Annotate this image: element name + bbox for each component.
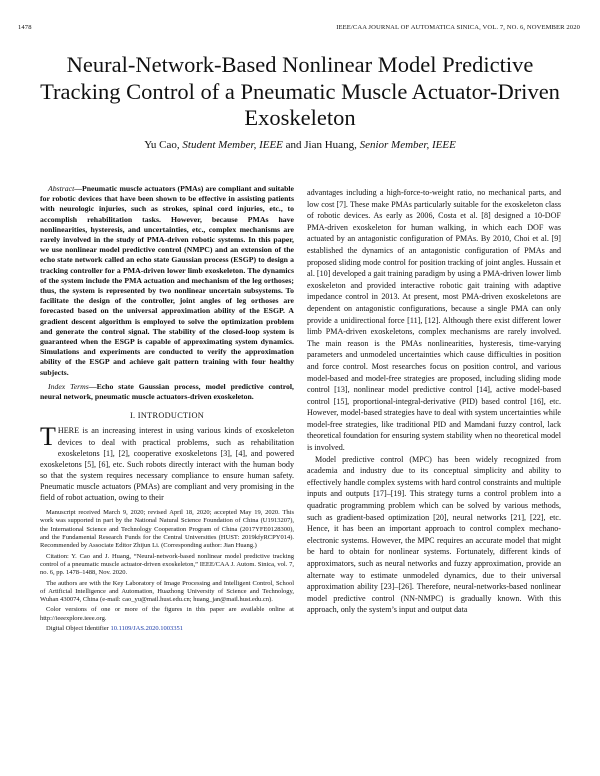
page-number: 1478: [18, 24, 32, 31]
journal-name: IEEE/CAA JOURNAL OF AUTOMATICA SINICA, VOL. 7, NO. 6, NOVEMBER 2020: [336, 24, 580, 31]
doi-link[interactable]: 10.1109/JAS.2020.1003351: [110, 624, 183, 632]
body-paragraph-1: advantages including a high-force-to-weight ratio, no mechanical parts, and low cost [7]. These make PMAs particularly suitable for the exoskeleton class of robotic devices. As early as 2006, Costa et al. [8] designed a 10-DOF PMA-driven exoskeleton for human walking, in which each DOF was actuated by an antagonistic configuration of PMAs. By 2010, Choi et al. [9] established the dynamics of an antagonistic configuration of PMAs and proposed sliding mode control for position tracking of joint angles. Hussain et al. [10] developed a gait training paradigm by using a PMA-driven lower limb exoskeleton and provided interactive robotic gait training with adaptive impedance control in 2013. At present, most PMA-driven exoskeletons are dependent on antagonistic configurations, because a single PMA can only provide a unidirectional force [11], [12]. Although there exist different lower limb PMA-driven exoskeletons, complex mechanisms are rarely involved. The main reason is the PMAs nonlinearities, hysteresis, time-varying parameters and unmodeled uncertainties which cause difficulties in position and force control. Most researches focus on position control, and various model-based and model-free strategies are proposed, including sliding mode control [13], nonlinear model predictive control [14], active model-based control [15], proportional-integral-derivative (PID) based control [16], etc. However, model-based strategies have to deal with system uncertainties while model-free strategies, like traditional PID and Mamdani fuzzy control, lack theoretical foundation for ensuring system stability when no theoretical model is involved.: [307, 188, 561, 453]
footnote-manuscript: Manuscript received March 9, 2020; revised April 18, 2020; accepted May 19, 2020. This work was supported in part by the National Natural Science Foundation of China (U1913207), the International Science and Technology Cooperation Program of China (2017YFE0128300), and the Fundamental Research Funds for the Central Universities (HUST: 2019kfyRCPY014). Recommended by Associate Editor Zhijun Li. (Corresponding author: Jian Huang.): [40, 509, 294, 550]
abstract-text: —Pneumatic muscle actuators (PMAs) are compliant and suitable for robotic devices that have been shown to be effective in assisting patients with neurologic injuries, such as strokes, spinal cord injuries, etc., to accomplish rehabilitation tasks. However, because PMAs have nonlinearities, hysteresis, and uncertainties, etc., complex mechanisms are rarely involved in the study of PMA-driven robotic systems. In this paper, we use nonlinear model predictive control (NMPC) and an extension of the echo state network called an echo state Gaussian process (ESGP) to design a tracking controller for a PMA-driven lower limb exoskeleton. The dynamics of the system include the PMA actuation and mechanism of the leg orthoses; thus, the system is represented by two nonlinear uncertain subsystems. To facilitate the design of the controller, joint angles of leg orthoses are forecasted based on the universal approximation ability of the ESGP. A gradient descent algorithm is employed to solve the optimization problem and generate the control signal. The stability of the closed-loop system is guaranteed when the ESGP is capable of approximating system dynamics. Simulations and experiments are conducted to verify the approximation ability of the ESGP and achieve gait pattern training with four healthy subjects.: [40, 184, 294, 377]
intro-paragraph: [40, 422, 294, 503]
index-terms-label: Index Terms: [48, 381, 89, 391]
index-terms-text: —Echo state Gaussian process, model predictive control, neural network, pneumatic muscle actuators-driven exoskeleton.: [40, 381, 294, 402]
footnote-citation: Citation: Y. Cao and J. Huang, “Neural-network-based nonlinear model predictive tracking control of a pneumatic muscle actuator-driven exoskeleton,” IEEE/CAA J. Autom. Sinica, vol. 7, no. 6, pp. 1478–1488, Nov. 2020.: [40, 552, 294, 577]
index-terms: [40, 382, 294, 402]
intro-text: is an increasing interest in using various kinds of exoskeleton devices to deal with practical problems, such as rehabilitation exoskeletons [1], [2], cooperative exoskeletons [3], [4], and powered exoskeletons [5], [6], etc. Such robots directly interact with the human body so that the system requires necessary compliance to ensure human safety. Pneumatic muscle actuators (PMAs) are compliant and very promising in the field of robot actuation, owing to their: [40, 426, 294, 503]
body-paragraph-2: Model predictive control (MPC) has been widely recognized from academia and industry due to its conceptual simplicity and ability to effectively handle complex systems with hard control constraints and multiple inputs and outputs [17]–[19]. This strategy turns a control problem into a quadratic programming problem which can be solved by various methods, such as gradient-based optimization [20], neural networks [21], [22], etc. Hence, it has been an important approach to control complex mechano-electronic systems. However, the MPC requires an accurate model that might be hard to obtain for nonlinear systems. Fortunately, different kinds of approximators, such as neural networks and fuzzy approximation, provide an alternate way to estimate unmodeled dynamics, due to their universal approximation ability [23]–[26]. Therefore, neural-networks-based nonlinear model predictive control (NN-NMPC) is gradually known. With this approach, only the system’s input and output data: [307, 454, 561, 615]
intro-first-word: HERE: [57, 426, 80, 436]
footnote-doi: [40, 625, 294, 633]
abstract: [40, 184, 294, 378]
drop-cap: T: [40, 422, 56, 452]
left-column: [40, 184, 294, 635]
footnotes: [40, 509, 294, 633]
running-header: [18, 24, 580, 36]
footnote-affiliation: The authors are with the Key Laboratory of Image Processing and Intelligent Control, School of Artificial Intelligence and Automation, Huazhong University of Science and Technology, Wuhan 430074, China (e-mail: cao_yu@mail.hust.edu.cn; huang_jan@mail.hust.edu.cn).: [40, 579, 294, 604]
author-2-role: Senior Member, IEEE: [359, 139, 456, 151]
paper-title: Neural-Network-Based Nonlinear Model Predictive Tracking Control of a Pneumatic Muscle Actuator-Driven Exoskeleton: [40, 52, 560, 130]
footnote-color: Color versions of one or more of the figures in this paper are available online at http://ieeexplore.ieee.org.: [40, 606, 294, 622]
author-1: Yu Cao,: [144, 139, 180, 151]
author-line: [40, 139, 560, 151]
author-1-role: Student Member, IEEE: [182, 139, 283, 151]
section-heading: I. INTRODUCTION: [129, 411, 205, 421]
doi-prefix: Digital Object Identifier: [46, 624, 111, 632]
abstract-label: Abstract: [48, 184, 75, 193]
right-column: [307, 187, 561, 616]
author-2: and Jian Huang,: [285, 139, 357, 151]
